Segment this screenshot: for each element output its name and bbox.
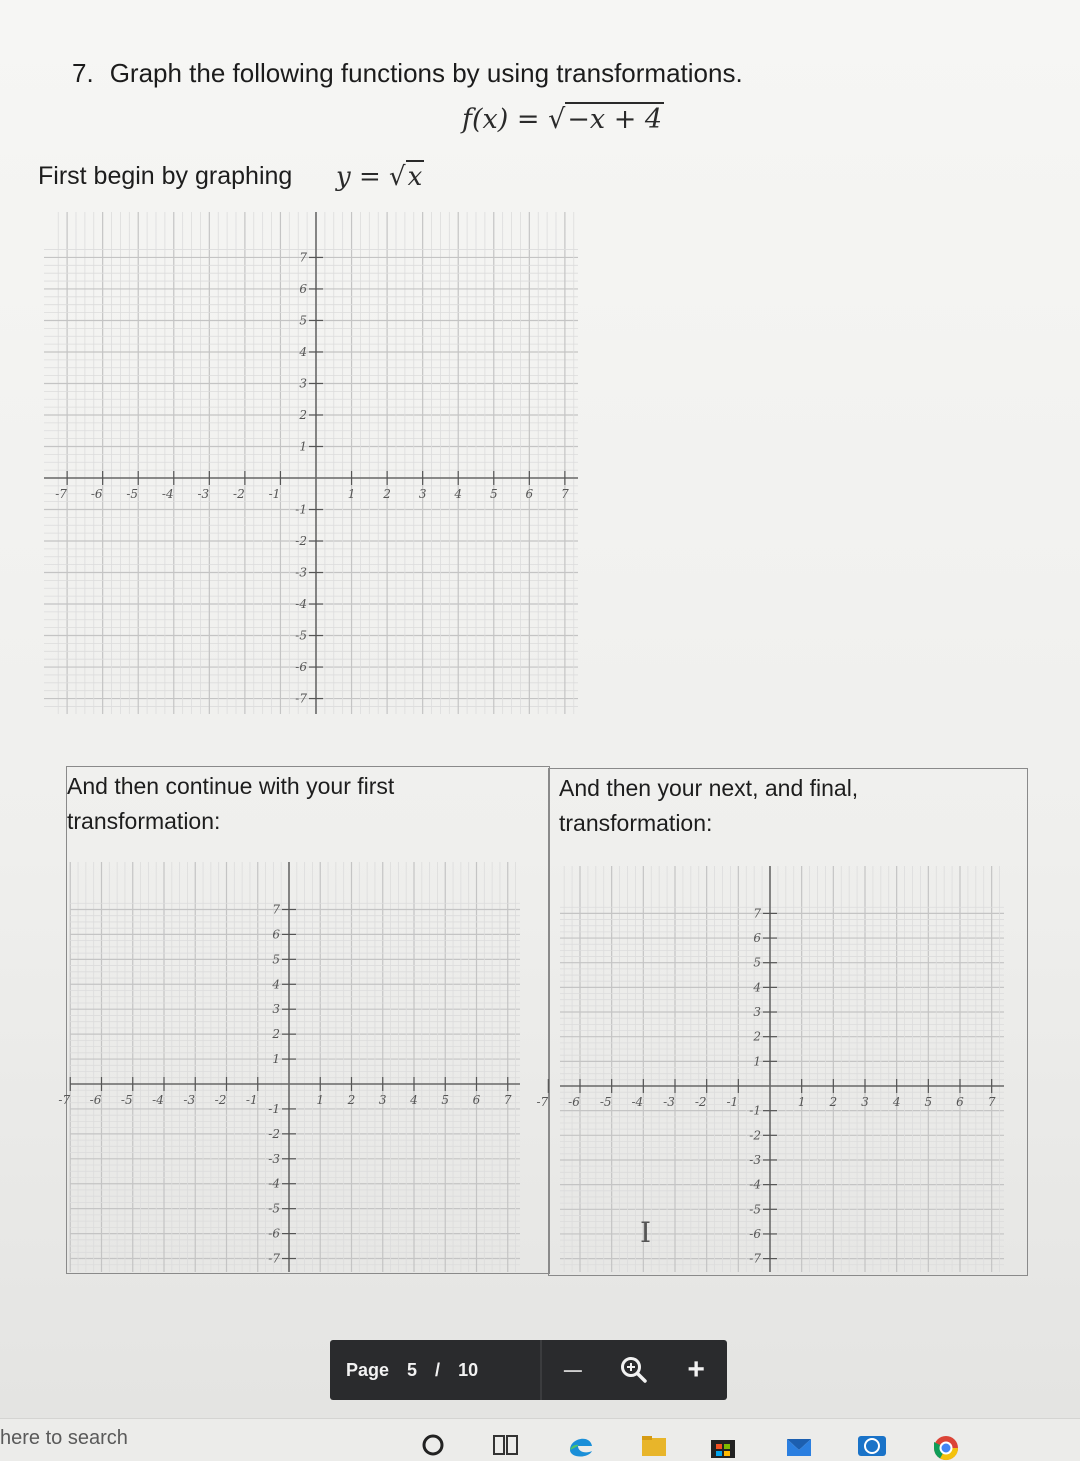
y-tick-label: 1 <box>272 1052 280 1067</box>
mail-icon[interactable] <box>784 1432 814 1460</box>
y-tick-label: -1 <box>749 1103 761 1118</box>
x-tick-label: 5 <box>924 1095 933 1109</box>
y-tick-label: 4 <box>272 977 280 992</box>
y-tick-label: -3 <box>749 1152 761 1167</box>
pdf-page-toolbar <box>330 1340 727 1400</box>
x-tick-label: -7 <box>55 487 67 501</box>
zoom-in-button[interactable]: + <box>687 1353 705 1386</box>
x-tick-label: 2 <box>383 487 391 501</box>
y-tick-label: -1 <box>295 502 307 517</box>
graph-first-transformation[interactable] <box>58 862 520 1272</box>
x-tick-label: 4 <box>892 1095 901 1109</box>
x-tick-label: 7 <box>503 1093 512 1107</box>
coordinate-grid[interactable] <box>58 862 520 1272</box>
y-tick-label: -6 <box>268 1226 280 1241</box>
y-tick-label: -7 <box>268 1251 280 1266</box>
zoom-controls <box>542 1340 727 1400</box>
y-tick-label: 3 <box>299 376 307 391</box>
y-tick-label: -4 <box>268 1176 280 1191</box>
windows-taskbar <box>0 1418 1080 1461</box>
y-tick-label: 5 <box>753 955 761 970</box>
page-separator: / <box>435 1359 441 1380</box>
y-tick-label: 4 <box>299 344 307 359</box>
x-tick-label: -1 <box>268 487 281 501</box>
magnifier-icon <box>619 1355 649 1385</box>
graph-parent[interactable] <box>44 212 578 714</box>
y-tick-label: 5 <box>272 952 280 967</box>
x-tick-label: 7 <box>987 1095 996 1109</box>
y-tick-label: -1 <box>268 1101 280 1116</box>
y-tick-label: 3 <box>753 1005 761 1020</box>
x-tick-label: 2 <box>829 1095 838 1109</box>
x-tick-label: -1 <box>245 1093 258 1107</box>
x-tick-label: -4 <box>161 487 174 501</box>
formula-lhs: f(x) = <box>462 104 549 135</box>
formula-radicand: −x + 4 <box>567 104 663 135</box>
x-tick-label: 3 <box>378 1093 387 1107</box>
x-tick-label: -5 <box>599 1095 612 1109</box>
x-tick-label: -2 <box>694 1095 707 1109</box>
edge-browser-icon[interactable] <box>566 1432 596 1460</box>
y-tick-label: -4 <box>749 1177 761 1192</box>
panel-final-label-line2: transformation: <box>559 810 713 836</box>
text-cursor-icon: I <box>640 1216 652 1249</box>
cortana-icon[interactable] <box>420 1432 446 1458</box>
y-tick-label: 7 <box>272 902 280 917</box>
radical-sign: √ <box>548 104 566 135</box>
chrome-icon[interactable] <box>930 1432 962 1460</box>
y-tick-label: 7 <box>753 906 761 921</box>
parent-function-radicand: x <box>407 162 423 192</box>
y-tick-label: 1 <box>299 439 307 454</box>
y-tick-label: 7 <box>299 250 307 265</box>
y-tick-label: 2 <box>299 407 307 422</box>
page-label: Page <box>346 1359 390 1380</box>
page-indicator <box>330 1340 542 1400</box>
y-tick-label: -6 <box>749 1226 761 1241</box>
y-tick-label: 4 <box>753 980 761 995</box>
y-tick-label: 2 <box>272 1027 280 1042</box>
y-tick-label: -7 <box>295 691 307 706</box>
taskbar-search-box[interactable]: here to search <box>0 1427 128 1449</box>
x-tick-label: 4 <box>454 487 463 501</box>
x-tick-label: -5 <box>120 1093 133 1107</box>
x-tick-label: 1 <box>347 487 356 501</box>
y-tick-label: -5 <box>268 1201 280 1216</box>
y-tick-label: 5 <box>299 313 307 328</box>
y-tick-label: 6 <box>753 931 761 946</box>
coordinate-grid[interactable] <box>44 212 578 714</box>
x-tick-label: -2 <box>214 1093 227 1107</box>
y-tick-label: -2 <box>268 1126 280 1141</box>
x-tick-label: -6 <box>568 1095 580 1109</box>
y-tick-label: 6 <box>299 281 307 296</box>
y-tick-label: -6 <box>295 660 307 675</box>
x-tick-label: -5 <box>126 487 139 501</box>
x-tick-label: 1 <box>316 1093 325 1107</box>
y-tick-label: -3 <box>268 1151 280 1166</box>
store-icon[interactable] <box>708 1432 738 1460</box>
x-tick-label: 1 <box>797 1095 806 1109</box>
x-tick-label: -3 <box>183 1093 196 1107</box>
x-tick-label: 6 <box>525 487 534 501</box>
x-tick-label: 5 <box>489 487 498 501</box>
file-explorer-icon[interactable] <box>640 1432 668 1460</box>
panel-final-label <box>559 771 858 841</box>
x-tick-label: 2 <box>347 1093 356 1107</box>
x-tick-label: 7 <box>561 487 569 501</box>
x-tick-label: -3 <box>197 487 210 501</box>
x-tick-label: -4 <box>152 1093 164 1107</box>
y-tick-label: 2 <box>753 1029 761 1044</box>
panel-first-label-line2: transformation: <box>67 808 221 834</box>
y-tick-label: -7 <box>749 1251 761 1266</box>
y-tick-label: 6 <box>272 927 280 942</box>
y-tick-label: -3 <box>295 565 307 580</box>
dell-app-icon[interactable] <box>856 1432 888 1460</box>
task-view-icon[interactable] <box>492 1432 520 1458</box>
x-tick-label: -7 <box>58 1093 71 1107</box>
x-tick-label: -3 <box>663 1095 675 1109</box>
x-tick-label: 3 <box>861 1095 869 1109</box>
x-tick-label: 4 <box>410 1093 418 1107</box>
x-tick-label: -2 <box>233 487 245 501</box>
total-pages: 10 <box>458 1359 479 1380</box>
x-tick-label: -6 <box>89 1093 102 1107</box>
question-number: 7. <box>72 58 94 88</box>
x-tick-label: -1 <box>726 1095 739 1109</box>
y-tick-label: -4 <box>295 597 307 612</box>
x-tick-label: -7 <box>536 1095 549 1109</box>
panel-final-label-line1: And then your next, and final, <box>559 775 859 801</box>
radical-sign: √ <box>389 162 406 192</box>
panel-first-label <box>67 769 394 839</box>
y-tick-label: 3 <box>272 1002 280 1017</box>
coordinate-grid[interactable] <box>536 866 1004 1272</box>
x-tick-label: -6 <box>90 487 103 501</box>
parent-function-lhs: y = <box>336 162 390 192</box>
y-tick-label: -2 <box>295 534 307 549</box>
zoom-fit-button[interactable] <box>614 1350 654 1390</box>
x-tick-label: 3 <box>418 487 427 501</box>
x-tick-label: 6 <box>472 1093 481 1107</box>
question-prompt: Graph the following functions by using transformations. <box>109 58 743 88</box>
current-page-input[interactable]: 5 <box>407 1359 418 1380</box>
panel-first-label-line1: And then continue with your first <box>67 773 395 799</box>
target-function <box>462 104 664 135</box>
x-tick-label: 6 <box>956 1095 964 1109</box>
parent-function <box>336 162 424 192</box>
x-tick-label: -4 <box>631 1095 644 1109</box>
x-tick-label: 5 <box>441 1093 450 1107</box>
y-tick-label: 1 <box>753 1054 761 1069</box>
zoom-out-button[interactable]: — <box>563 1359 582 1380</box>
y-tick-label: -2 <box>749 1128 761 1143</box>
graph-final-transformation[interactable] <box>536 866 1004 1272</box>
step1-label: First begin by graphing <box>38 162 293 190</box>
y-tick-label: -5 <box>749 1202 761 1217</box>
y-tick-label: -5 <box>295 628 307 643</box>
question-title <box>72 58 743 89</box>
